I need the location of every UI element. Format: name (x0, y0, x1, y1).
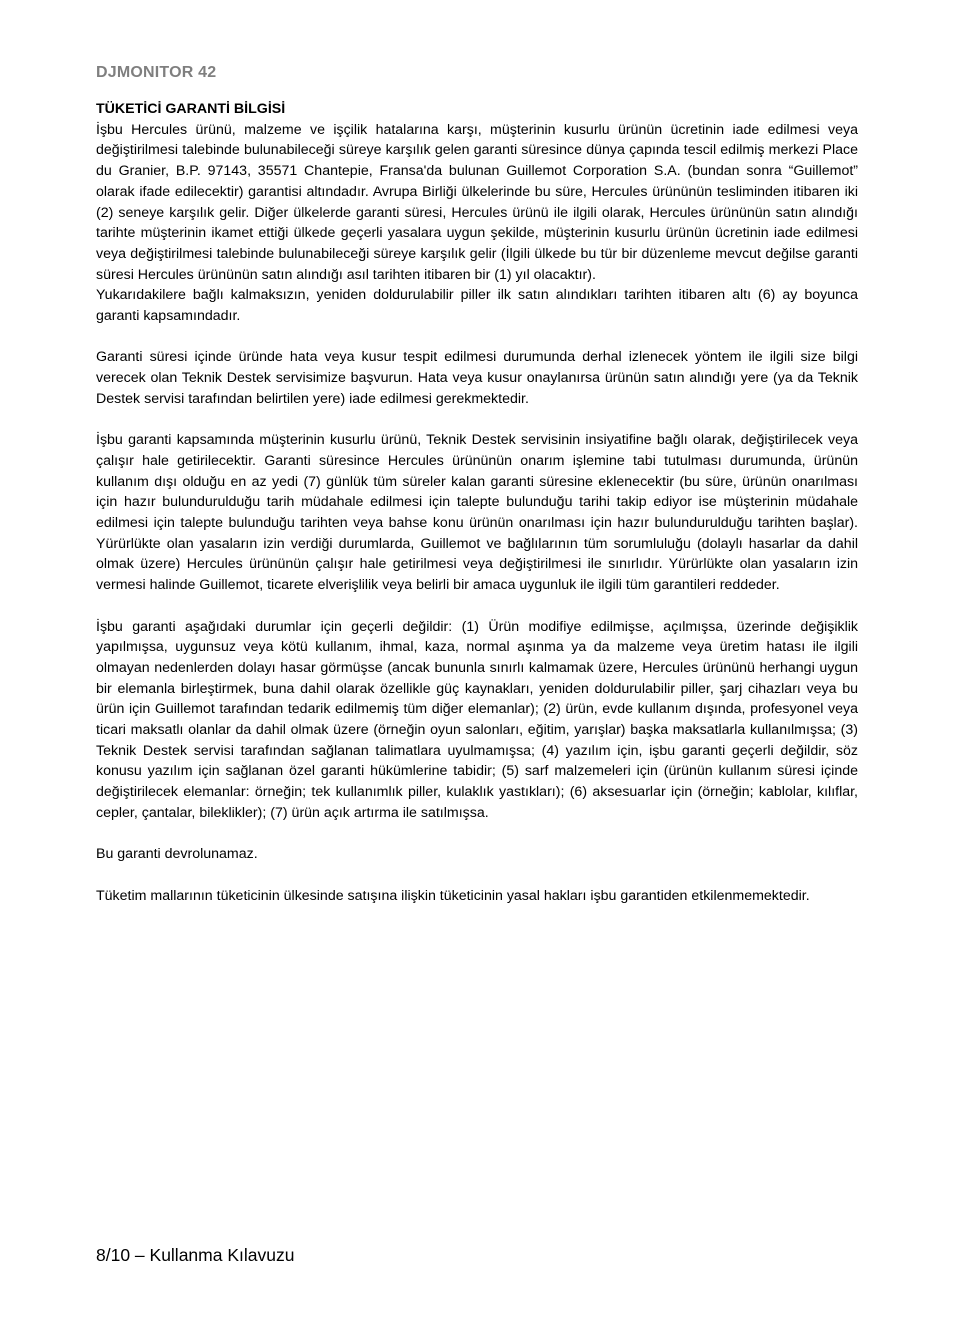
paragraph-gap (96, 327, 858, 348)
paragraph-repair-replacement: İşbu garanti kapsamında müşterinin kusurlu ürünü, Teknik Destek servisinin insiyatifine bağlı olarak, değiştirilecek veya çalışır hale getirilecektir. Garanti süresince Hercules ürününün onarım işlemine tabi tutulması durumunda, ürünün kullanım dışı olduğu en az yedi (7) günlük tüm süreler kalan garanti süresine eklenecektir (bu süre, ürünün onarılması için hazır bulundurulduğu tarih müdahale edilmesi için talepte bulunduğu tarihi takip ediyor ise müşterinin müdahale edilmesi için talepte bulunduğu tarihten veya bahse konu ürünün onarılması için hazır bulundurulduğu tarihten başlar). Yürürlükte olan yasaların izin verdiği durumlarda, Guillemot ve bağlılarının tüm sorumluluğu (dolaylı hasarlar da dahil olmak üzere) Hercules ürününün çalışır hale getirilmesi veya değiştirilmesi ile sınırlıdır. Yürürlükte olan yasaların izin vermesi halinde Guillemot, ticarete elverişlilik veya belirli bir amaca uygunluk ile ilgili tüm garantileri reddeder. (96, 432, 858, 594)
paragraph-exclusions: İşbu garanti aşağıdaki durumlar için geçerli değildir: (1) Ürün modifiye edilmişse, açılmışsa, üzerinde değişiklik yapılmışsa, uygunsuz veya kötü kullanım, ihmal, kaza, normal aşınma ya da malzeme veya üretim hatası ile ilgili olmayan nedenlerden dolayı hasar görmüşse (ancak bununla sınırlı kalmamak üzere, Hercules ürününü herhangi uygun bir elemanla birleştirmek, buna dahil olarak özellikle güç kaynakları, yeniden doldurulabilir piller, şarj cihazları veya bu ürün için Guillemot tarafından tedarik edilmemiş tüm diğer elemanlar); (2) ürün, evde kullanım dışında, profesyonel veya ticari maksatlı olanlar da dahil olmak üzere (örneğin oyun salonları, eğitim, yarışlar) başka maksatlarla kullanılmışsa; (3) Teknik Destek servisi tarafından sağlanan talimatlara uyulmamışsa; (4) yazılım için, işbu garanti geçerli değildir, söz konusu yazılım için sağlanan özel garanti hükümlerine tabidir; (5) sarf malzemeleri için (ürünün kullanım süresi içinde değiştirilecek elemanlar: örneğin; tek kullanımlık piller, kulaklık yastıkları); (6) aksesuarlar için (örneğin; kablolar, kılıflar, cepler, çantalar, bileklikler); (7) ürün açık artırma ile satılmışsa. (96, 618, 858, 821)
page-footer: 8/10 – Kullanma Kılavuzu (96, 1245, 295, 1265)
paragraph-gap (96, 865, 858, 886)
document-body (96, 99, 858, 906)
paragraph-gap (96, 596, 858, 617)
document-header: DJMONITOR 42 (96, 64, 217, 81)
paragraph-consumer-rights: Tüketim mallarının tüketicinin ülkesinde satışına ilişkin tüketicinin yasal hakları işbu garantiden etkilenmemektedir. (96, 887, 810, 904)
section-title: TÜKETİCİ GARANTİ BİLGİSİ (96, 101, 286, 117)
paragraph-non-transferable: Bu garanti devrolunamaz. (96, 846, 258, 863)
paragraph-gap (96, 824, 858, 845)
paragraph-rechargeable-batteries: Yukarıdakilere bağlı kalmaksızın, yeniden doldurulabilir piller ilk satın alındıkları tarihten itibaren altı (6) ay boyunca garanti kapsamındadır. (96, 287, 858, 325)
paragraph-gap (96, 410, 858, 431)
paragraph-warranty-scope: İşbu Hercules ürünü, malzeme ve işçilik hatalarına karşı, müşterinin kusurlu ürünün ücretinin iade edilmesi veya değiştirilmesi talebinde bulunabileceği süreye karşılık gelen garanti süresince dünya çapında tescil edilmiş merkezi Place du Granier, B.P. 97143, 35571 Chantepie, Fransa'da bulunan Guillemot Corporation S.A. (bundan sonra “Guillemot” olarak ifade edilecektir) garantisi altındadır. Avrupa Birliği ülkelerinde bu süre, Hercules ürününün tesliminden itibaren iki (2) seneye karşılık gelir. Diğer ülkelerde garanti süresi, Hercules ürünü ile ilgili olarak, Hercules ürününün satın alındığı tarihte müşterinin ikamet ettiği ülkede geçerli yasalara uygun şekilde, müşterinin kusurlu ürünün ücretinin iade edilmesi veya değiştirilmesi talebinde bulunabileceği süreye karşılık gelir (İlgili ülkede bu tür bir düzenleme mevcut değilse garanti süresi Hercules ürününün satın alındığı asıl tarihten itibaren bir (1) yıl olacaktır). (96, 121, 858, 283)
paragraph-defect-procedure: Garanti süresi içinde üründe hata veya kusur tespit edilmesi durumunda derhal izlenecek yöntem ile ilgili size bilgi verecek olan Teknik Destek servisimize başvurun. Hata veya kusur onaylanırsa ürünün satın alındığı yere (ya da Teknik Destek servisi tarafından belirtilen yere) iade edilmesi gerekmektedir. (96, 349, 858, 407)
